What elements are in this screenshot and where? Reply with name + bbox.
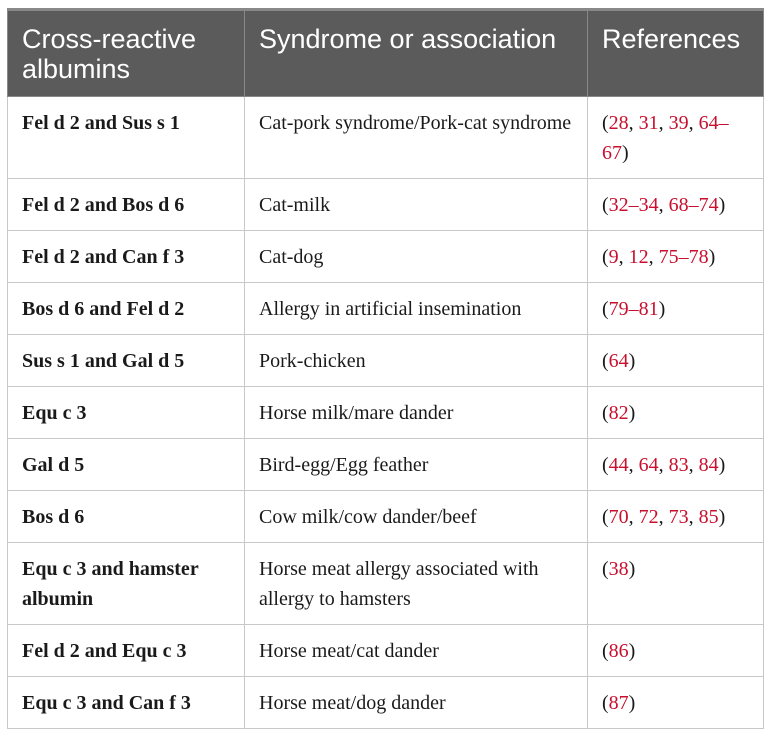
cell-syndrome: Horse meat/dog dander — [245, 677, 588, 729]
cell-albumins: Fel d 2 and Bos d 6 — [8, 179, 245, 231]
reference-link[interactable]: 39 — [668, 112, 689, 134]
table-row — [8, 677, 764, 729]
cell-syndrome: Allergy in artificial insemination — [245, 283, 588, 335]
cell-albumins: Bos d 6 and Fel d 2 — [8, 283, 245, 335]
cell-syndrome: Cow milk/cow dander/beef — [245, 491, 588, 543]
table-row — [8, 387, 764, 439]
cell-references: (44, 64, 83, 84) — [588, 439, 764, 491]
cell-syndrome: Cat-dog — [245, 231, 588, 283]
cell-references: (64) — [588, 335, 764, 387]
cell-syndrome: Bird-egg/Egg feather — [245, 439, 588, 491]
cell-albumins: Equ c 3 and Can f 3 — [8, 677, 245, 729]
cell-albumins: Bos d 6 — [8, 491, 245, 543]
reference-link[interactable]: 9 — [608, 246, 619, 268]
reference-link[interactable]: 72 — [638, 506, 659, 528]
table-row — [8, 543, 764, 625]
reference-link[interactable]: 85 — [698, 506, 719, 528]
cell-albumins: Fel d 2 and Can f 3 — [8, 231, 245, 283]
reference-link[interactable]: 64 — [608, 350, 629, 372]
table-row — [8, 335, 764, 387]
cell-references: (70, 72, 73, 85) — [588, 491, 764, 543]
table-row — [8, 439, 764, 491]
cell-albumins: Fel d 2 and Sus s 1 — [8, 97, 245, 179]
cell-syndrome: Horse meat/cat dander — [245, 625, 588, 677]
cell-syndrome: Horse meat allergy associated with allergy to hamsters — [245, 543, 588, 625]
reference-link[interactable]: 68–74 — [668, 194, 719, 216]
cell-syndrome: Horse milk/mare dander — [245, 387, 588, 439]
reference-link[interactable]: 86 — [608, 640, 629, 662]
reference-link[interactable]: 32–34 — [608, 194, 659, 216]
reference-link[interactable]: 12 — [628, 246, 649, 268]
reference-link[interactable]: 38 — [608, 558, 629, 580]
header-albumins: Cross-reactive albumins — [8, 10, 245, 97]
header-references: References — [588, 10, 764, 97]
cell-albumins: Gal d 5 — [8, 439, 245, 491]
cell-syndrome: Pork-chicken — [245, 335, 588, 387]
reference-link[interactable]: 44 — [608, 454, 629, 476]
cell-albumins: Sus s 1 and Gal d 5 — [8, 335, 245, 387]
cell-syndrome: Cat-milk — [245, 179, 588, 231]
table-row — [8, 283, 764, 335]
cell-references: (32–34, 68–74) — [588, 179, 764, 231]
header-row — [8, 10, 764, 97]
cell-references: (28, 31, 39, 64–67) — [588, 97, 764, 179]
reference-link[interactable]: 82 — [608, 402, 629, 424]
cell-albumins: Fel d 2 and Equ c 3 — [8, 625, 245, 677]
cell-references: (86) — [588, 625, 764, 677]
reference-link[interactable]: 64 — [638, 454, 659, 476]
reference-link[interactable]: 84 — [698, 454, 719, 476]
reference-link[interactable]: 64–67 — [602, 112, 729, 164]
reference-link[interactable]: 79–81 — [608, 298, 659, 320]
header-syndrome: Syndrome or association — [245, 10, 588, 97]
table-row — [8, 97, 764, 179]
cell-references: (82) — [588, 387, 764, 439]
reference-link[interactable]: 87 — [608, 692, 629, 714]
reference-link[interactable]: 31 — [638, 112, 659, 134]
reference-link[interactable]: 73 — [668, 506, 689, 528]
table-row — [8, 231, 764, 283]
table-body — [8, 97, 764, 729]
reference-link[interactable]: 70 — [608, 506, 629, 528]
table-row — [8, 491, 764, 543]
cell-syndrome: Cat-pork syndrome/Pork-cat syndrome — [245, 97, 588, 179]
cell-albumins: Equ c 3 — [8, 387, 245, 439]
reference-link[interactable]: 75–78 — [658, 246, 709, 268]
reference-link[interactable]: 83 — [668, 454, 689, 476]
cell-references: (38) — [588, 543, 764, 625]
cell-references: (79–81) — [588, 283, 764, 335]
cell-references: (9, 12, 75–78) — [588, 231, 764, 283]
reference-link[interactable]: 28 — [608, 112, 629, 134]
table-row — [8, 625, 764, 677]
cell-references: (87) — [588, 677, 764, 729]
cell-albumins: Equ c 3 and hamster albumin — [8, 543, 245, 625]
albumin-cross-reactivity-table — [7, 8, 764, 729]
table-row — [8, 179, 764, 231]
